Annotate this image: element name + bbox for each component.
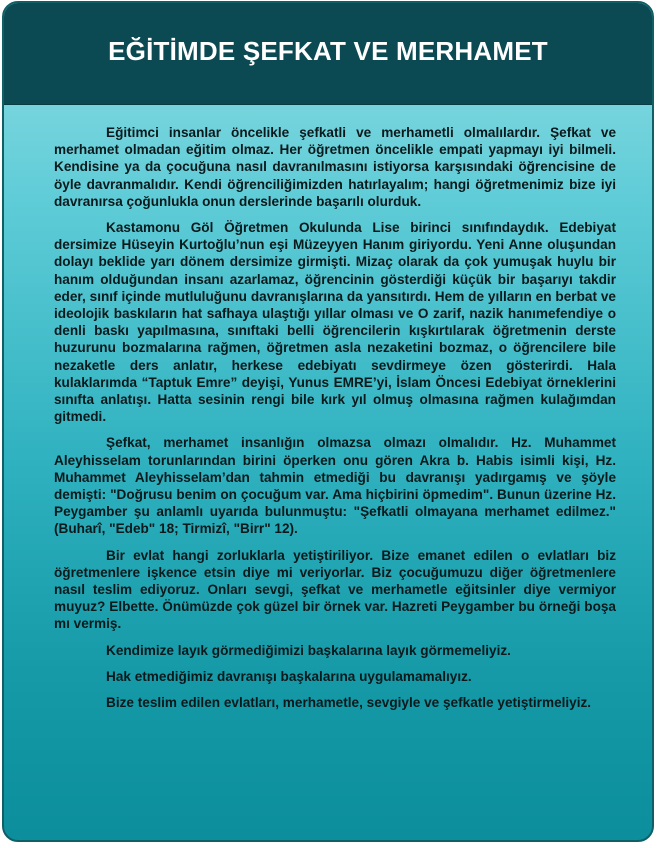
paragraph: Kendimize layık görmediğimizi başkalarına layık görmemeliyiz. bbox=[106, 642, 511, 658]
paragraph: Eğitimci insanlar öncelikle şefkatli ve merhametli olmalılardır. Şefkat ve merhamet olmadan eğitim olmaz. Her öğretmen öncelikle empati yapmayı iyi bilmeli. Kendisine ya da çocuğuna nasıl davranılmasını istiyorsa karşısındaki öğrencisine de öyle davranmalıdır. Kendi öğrenciliğimizden hatırlayalım; hangi öğretmenimiz bize iyi davranırsa çoğunlukla onun derslerinde başarılı olurduk. bbox=[54, 125, 616, 209]
paragraph: Şefkat, merhamet insanlığın olmazsa olmazı olmalıdır. Hz. Muhammet Aleyhisselam torunlarından birini öperken onu gören Akra b. Habis isimli kişi, Hz. Muhammet Aleyhisselam’dan tahmin etmediği bu davranışı yadırgamış ve şöyle demişti: "Doğrusu benim on çocuğum var. Ama hiçbirini öpmedim". Bunun üzerine Hz. Peygamber şu anlamlı uyarıda bulunmuştu: "Şefkatli olmayana merhamet edilmez." (Buharî, "Edeb" 18; Tirmizî, "Birr" 12). bbox=[54, 435, 616, 537]
page-title: EĞİTİMDE ŞEFKAT VE MERHAMET bbox=[108, 36, 548, 66]
paragraph: Hak etmediğimiz davranışı başkalarına uygulamamalıyız. bbox=[106, 668, 472, 684]
article-card bbox=[2, 1, 654, 842]
title-banner bbox=[4, 3, 652, 105]
article-body bbox=[54, 124, 616, 720]
paragraph: Kastamonu Göl Öğretmen Okulunda Lise birinci sınıfındaydık. Edebiyat dersimize Hüseyin Kurtoğlu’nun eşi Müzeyyen Hanım giriyordu. Yeni Anne oluşundan dolayı beklide yarı dönem dersimize girmişti. Mizaç olarak da çok yumuşak huylu bir hanım olduğundan insanı azarlamaz, öğrencinin gösterdiği küçük bir başarıyı takdir eder, sınıf içinde mutluluğunu davranışlarına da yansıtırdı. Hem de yılların en berbat ve ideolojik baskıların hat safhaya ulaştığı yıllar olması ve O zarif, nazik hanımefendiye o denli baskı yapılmasına, sınıftaki belli öğrencilerin kışkırtılarak öğretmenin derste huzurunu bozmalarına rağmen, öğretmen asla nezaketini bozmaz, o öğrencilere bile nezaketle ders anlatır, herkese edebiyatı sevdirmeye özen gösterirdi. Hala kulaklarımda “Taptuk Emre” deyişi, Yunus EMRE’yi, İslam Öncesi Edebiyat örneklerini sınıfta anlatışı. Hatta sesinin rengi bile kırk yıl olmuş olmasına rağmen kulağımdan gitmedi. bbox=[54, 220, 616, 425]
paragraph: Bize teslim edilen evlatları, merhametle, sevgiyle ve şefkatle yetiştirmeliyiz. bbox=[106, 695, 592, 711]
paragraph: Bir evlat hangi zorluklarla yetiştiriliyor. Bize emanet edilen o evlatları biz öğretmenlere işkence etsin diye mi veriyorlar. Biz çocuğumuzu diğer öğretmenlere nasıl teslim ediyoruz. Onları sevgi, şefkat ve merhametle eğitsinler diye vermiyor muyuz? Elbette. Önümüzde çok güzel bir örnek var. Hazreti Peygamber bu örneği boşa mı vermiş. bbox=[54, 547, 616, 632]
